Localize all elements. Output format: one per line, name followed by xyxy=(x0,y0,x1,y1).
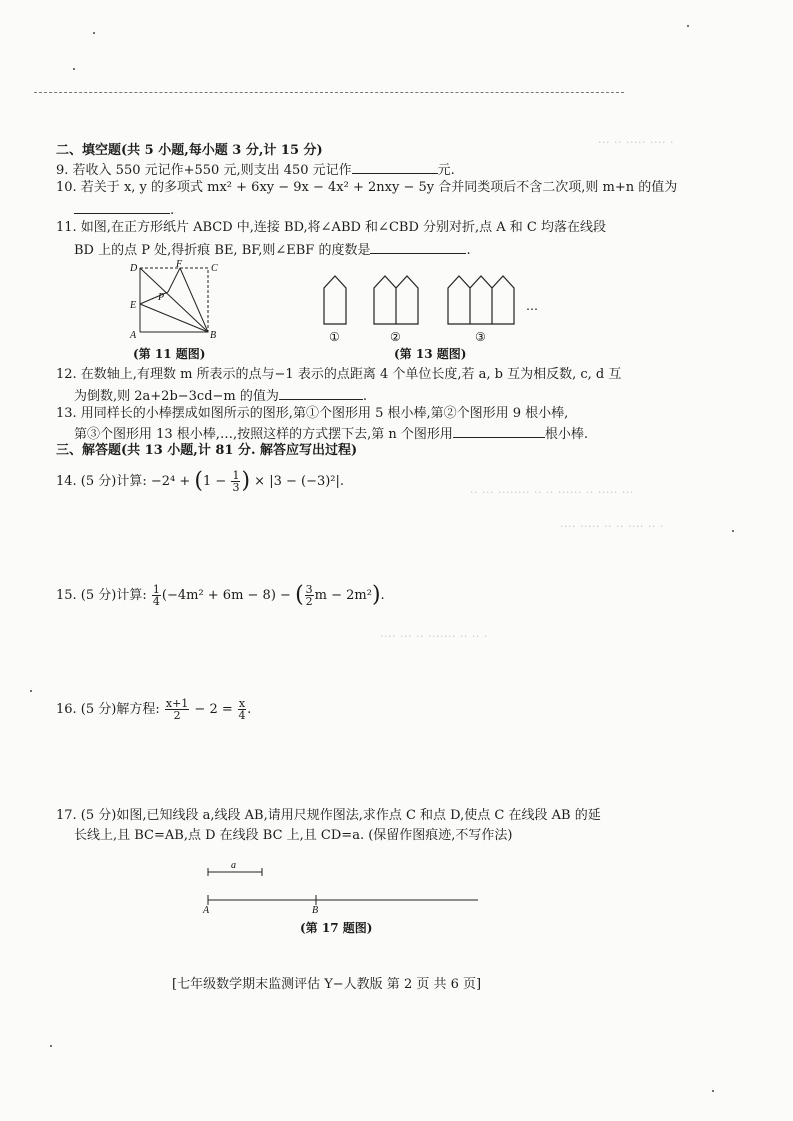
question-11-line-1: 11. 如图,在正方形纸片 ABCD 中,连接 BD,将∠ABD 和∠CBD 分别对折,点 A 和 C 均落在线段 xyxy=(56,220,606,235)
section-2-heading: 二、填空题(共 5 小题,每小题 3 分,计 15 分) xyxy=(56,143,323,158)
figure-17-caption: (第 17 题图) xyxy=(300,921,373,935)
segment-fp xyxy=(168,268,180,292)
q12-text: 为倒数,则 2a+2b−3cd−m 的值为 xyxy=(74,389,279,404)
fraction-x-over-4: $\frac{x}{4}$ xyxy=(238,697,246,722)
label-c: C xyxy=(211,263,218,274)
label-f: F xyxy=(176,260,183,270)
q10-tail: . xyxy=(170,203,175,218)
q9-tail: 元. xyxy=(437,163,455,178)
q14-prefix: 14. (5 分)计算: −2⁴ + xyxy=(56,474,195,489)
top-divider xyxy=(34,92,624,93)
bleed-through-text: ···· ··· ·· ······· ·· ·· · xyxy=(380,630,488,643)
q15-end: . xyxy=(380,588,385,603)
q16-mid: − 2 = xyxy=(190,702,237,717)
q15-part2: m − 2m² xyxy=(314,588,372,603)
pattern-3-houses xyxy=(448,276,514,324)
scan-speck xyxy=(687,25,689,27)
section-3-heading: 三、解答题(共 13 小题,计 81 分. 解答应写出过程) xyxy=(56,443,358,458)
fraction-one-third: $\frac{1}{3}$ xyxy=(232,469,240,494)
scan-speck xyxy=(30,690,32,692)
pattern-3-label: ③ xyxy=(475,330,486,344)
label-a: A xyxy=(130,330,137,340)
scan-speck xyxy=(732,530,734,532)
q14-mid: × |3 − (−3)²|. xyxy=(250,474,345,489)
q11-answer-blank[interactable] xyxy=(370,239,466,254)
question-17-line-2: 长线上,且 BC=AB,点 D 在线段 BC 上,且 CD=a. (保留作图痕迹,不写作法) xyxy=(74,828,513,843)
figure-11-caption: (第 11 题图) xyxy=(133,347,206,361)
question-15: 15. (5 分)计算: $\frac{1}{4}$ (−4m² + 6m − 8) − ( $\frac{3}{2}$ m − 2m²). xyxy=(56,582,385,608)
q16-prefix: 16. (5 分)解方程: xyxy=(56,702,164,717)
q16-end: . xyxy=(247,702,252,717)
figure-13-caption: (第 13 题图) xyxy=(394,347,467,361)
pattern-1-label: ① xyxy=(329,330,340,344)
bleed-through-text: ···· ····· ·· ·· ···· ·· · xyxy=(560,520,664,533)
question-17-line-1: 17. (5 分)如图,已知线段 a,线段 AB,请用尺规作图法,求作点 C 和点 D,使点 C 在线段 AB 的延 xyxy=(56,808,601,823)
q9-text: 9. 若收入 550 元记作+550 元,则支出 450 元记作 xyxy=(56,163,352,178)
q11-tail: . xyxy=(466,243,471,258)
q12-tail: . xyxy=(362,389,368,404)
bleed-through-text: ·· ··· ········ ·· ·· ······ ·· ····· ··· xyxy=(470,486,634,499)
question-10 xyxy=(56,178,677,198)
label-b: B xyxy=(210,330,217,340)
question-12-line-1: 12. 在数轴上,有理数 m 所表示的点与−1 表示的点距离 4 个单位长度,若 a, b 互为相反数, c, d 互 xyxy=(56,367,622,382)
q13-tail: 根小棒. xyxy=(544,427,588,442)
q13-answer-blank[interactable] xyxy=(453,423,545,438)
question-11-line-2 xyxy=(74,239,471,261)
q10-text: 10. 若关于 x, y 的多项式 mx² + 6xy − 9x − 4x² + 2nxy − 5y 合并同类项后不含二次项,则 m+n 的值为 xyxy=(56,180,678,195)
pattern-2-houses xyxy=(374,276,418,324)
q9-answer-blank[interactable] xyxy=(352,159,438,174)
scan-speck xyxy=(93,32,95,34)
question-13-line-1: 13. 用同样长的小棒摆成如图所示的图形,第①个图形用 5 根小棒,第②个图形用 9 根小棒, xyxy=(56,406,569,421)
scan-speck xyxy=(73,68,75,70)
figure-17-segments xyxy=(196,858,486,914)
question-14: 14. (5 分)计算: −2⁴ + (1 − $\frac{1}{3}$ ) × |3 − (−3)²|. xyxy=(56,468,345,494)
q10-answer-blank[interactable] xyxy=(74,199,170,214)
scan-speck xyxy=(712,1090,714,1092)
scan-speck xyxy=(50,1045,52,1047)
page-footer: [七年级数学期末监测评估 Y−人教版 第 2 页 共 6 页] xyxy=(172,977,482,992)
label-segment-a: a xyxy=(231,860,236,871)
label-p: P xyxy=(158,292,165,303)
pattern-1-house xyxy=(324,276,346,324)
pattern-2-label: ② xyxy=(390,330,401,344)
fraction-x-plus-1-over-2: $\frac{x+1}{2}$ xyxy=(165,697,189,722)
label-e: E xyxy=(130,300,137,311)
q15-part1: (−4m² + 6m − 8) − xyxy=(161,588,296,603)
bleed-through-text: ··· ·· ····· ···· · xyxy=(598,136,674,149)
fraction-one-quarter: $\frac{1}{4}$ xyxy=(152,583,160,608)
pattern-ellipsis: … xyxy=(526,299,538,313)
question-16 xyxy=(56,697,251,723)
label-d: D xyxy=(130,263,138,274)
figure-13-stick-patterns xyxy=(316,266,546,346)
figure-11-square xyxy=(128,260,224,340)
q15-prefix: 15. (5 分)计算: xyxy=(56,588,151,603)
label-point-b: B xyxy=(312,905,319,914)
q12-answer-blank[interactable] xyxy=(279,385,363,400)
label-point-a: A xyxy=(203,905,210,914)
q13-text: 第③个图形用 13 根小棒,…,按照这样的方式摆下去,第 n 个图形用 xyxy=(74,427,453,442)
q11-text: BD 上的点 P 处,得折痕 BE, BF,则∠EBF 的度数是 xyxy=(74,243,371,258)
fraction-three-halves: $\frac{3}{2}$ xyxy=(305,583,313,608)
